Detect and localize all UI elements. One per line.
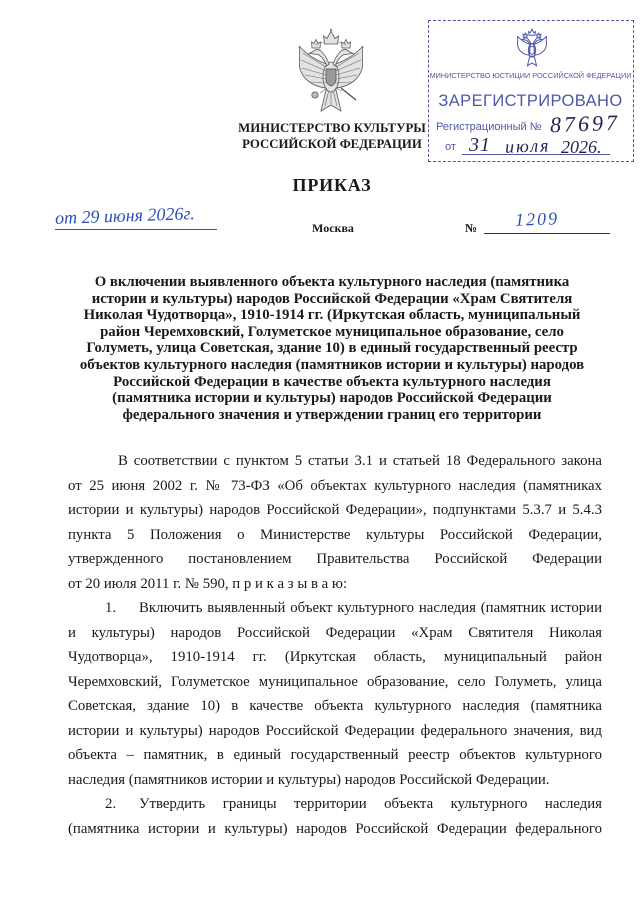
- title-line: Николая Чудотворца», 1910-1914 гг. (Иркутская область, муниципальный: [83, 307, 581, 324]
- eagle-orb: [312, 92, 318, 98]
- stamp-registration-label: Регистрационный №: [436, 121, 542, 133]
- title-line: федерального значения и утверждении границ его территории: [122, 406, 542, 423]
- title-line: О включении выявленного объекта культурного наследия (памятника: [94, 274, 570, 290]
- order-title: [62, 274, 602, 423]
- order-date-underline: [55, 229, 217, 230]
- item-2-line: (памятника истории и культуры) народов Российской Федерации федерального: [68, 820, 602, 837]
- stamp-status: ЗАРЕГИСТРИРОВАНО: [438, 92, 623, 110]
- item-1-line: и культуры) народов Российской Федерации «Храм Святителя Николая: [68, 624, 602, 641]
- order-number-label: №: [465, 221, 478, 235]
- preamble-line: утвержденного постановлением Правительства Российской Федерации: [68, 551, 602, 567]
- order-city: Москва: [312, 221, 354, 235]
- preamble-line: от 25 июня 2002 г. № 73-ФЗ «Об объектах культурного наследия (памятниках: [68, 477, 602, 494]
- title-line: район Черемховский, Голуметское муниципальное образование, село: [100, 323, 564, 340]
- title-line: Российской Федерации в качестве объекта культурного наследия: [113, 373, 551, 390]
- document-type: ПРИКАЗ: [292, 175, 372, 195]
- crown-large: [324, 31, 339, 44]
- item-2: [68, 792, 602, 817]
- item-1-line: истории и культуры) народов Российской Федерации федерального значения, вид: [68, 722, 602, 739]
- title-line: (памятника истории и культуры) народов Российской Федерации: [112, 390, 552, 407]
- eagle-shield: [326, 69, 336, 86]
- item-1-line: наследия (памятников истории и культуры) народов Российской Федерации.: [68, 771, 550, 788]
- stamp-date-year: 2026.: [561, 137, 602, 157]
- stamp-registration-number: 87697: [549, 109, 621, 138]
- item-1-line: Черемховский, Голуметское муниципальное образование, село Голуметь, улица: [68, 673, 602, 690]
- stamp-eagle-icon: [514, 28, 550, 68]
- title-line: Голуметь, улица Советская, здание 10) в единый государственный реестр: [86, 340, 578, 357]
- stamp-date-day: 31: [469, 134, 491, 156]
- stamp-date-month: июля: [504, 135, 551, 157]
- order-body: [68, 449, 602, 841]
- title-line: объектов культурного наследия (памятников истории и культуры) народов: [79, 356, 585, 373]
- crown-cross: [330, 29, 332, 31]
- order-number: 1209: [514, 208, 560, 230]
- item-1-number: 1.: [105, 600, 117, 616]
- item-1-line: объекта – памятник, в единый государственный реестр объектов культурного: [68, 747, 602, 763]
- item-1-line: Включить выявленный объект культурного наследия (памятник истории: [139, 600, 602, 616]
- crown-small-right: [342, 40, 351, 49]
- item-1-line: Чудотворца», 1910-1914 гг. (Иркутская область, муниципальный район: [68, 649, 602, 665]
- preamble-line: истории и культуры) народов Российской Федерации», подпунктами 5.3.7 и 5.4.3: [68, 502, 602, 518]
- preamble-line: В соответствии с пунктом 5 статьи 3.1 и статьей 18 Федерального закона: [118, 453, 602, 469]
- preamble-line: пункта 5 Положения о Министерстве культуры Российской Федерации,: [68, 526, 602, 543]
- stamp-authority: МИНИСТЕРСТВО ЮСТИЦИИ РОССИЙСКОЙ ФЕДЕРАЦИИ: [429, 71, 632, 80]
- preamble-line: от 20 июля 2011 г. № 590, п р и к а з ы в а ю:: [68, 575, 348, 592]
- eagle-scepter: [341, 88, 356, 100]
- crown-small-left: [312, 40, 321, 49]
- item-1-line: Советская, здание 10) в качестве объекта культурного наследия (памятника: [68, 698, 602, 714]
- ministry-name: [222, 120, 442, 152]
- ministry-line-2: РОССИЙСКОЙ ФЕДЕРАЦИИ: [242, 137, 422, 151]
- item-1: [68, 596, 602, 621]
- ministry-line-1: МИНИСТЕРСТВО КУЛЬТУРЫ: [238, 121, 426, 135]
- title-line: истории и культуры) народов Российской Федерации «Храм Святителя: [91, 290, 573, 307]
- registration-stamp: [428, 20, 634, 162]
- order-date: от 29 июня 2026г.: [54, 203, 196, 228]
- stamp-date-prefix: от: [445, 141, 456, 153]
- item-2-number: 2.: [105, 796, 117, 812]
- coat-of-arms-icon: [296, 28, 366, 116]
- order-number-underline: [484, 233, 610, 234]
- item-2-line: Утвердить границы территории объекта культурного наследия: [139, 796, 602, 812]
